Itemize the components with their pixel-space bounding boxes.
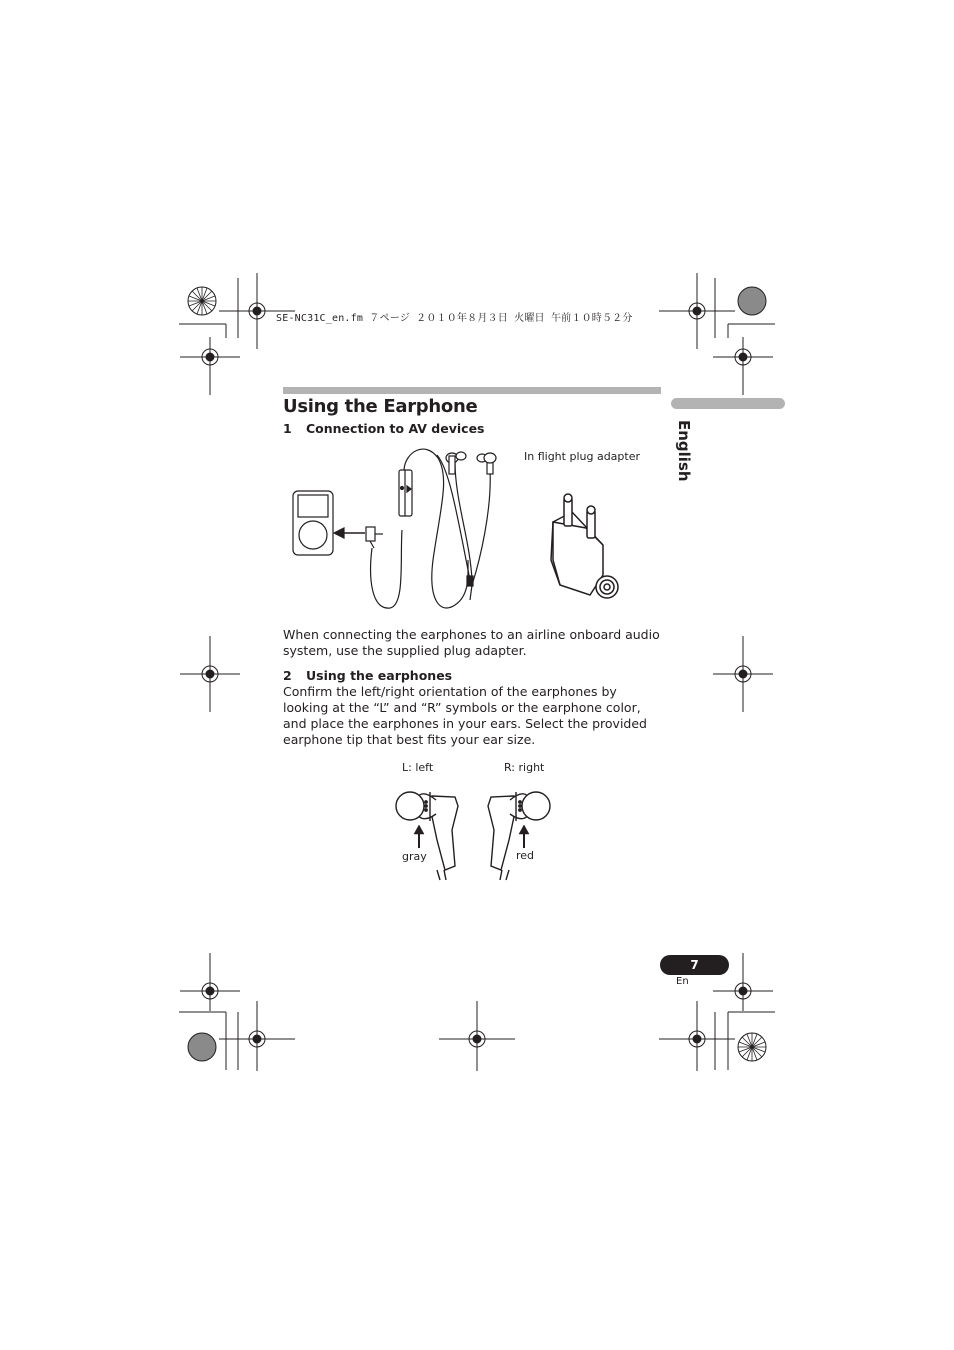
- file-header-line: SE-NC31C_en.fm ７ページ ２０１０年８月３日 火曜日 午前１０時５２分: [276, 313, 633, 324]
- step2-number: 2: [283, 668, 292, 683]
- step1-description: When connecting the earphones to an airline onboard audio system, use the supplied plug adapter.: [283, 627, 660, 658]
- step1-number: 1: [283, 421, 292, 436]
- language-tab-label: English: [675, 420, 693, 482]
- step2-label: Using the earphones: [306, 668, 453, 683]
- left-arrow-icon: [414, 825, 424, 848]
- left-earphone-icon: [396, 792, 458, 880]
- right-earphone-icon: [488, 792, 550, 880]
- step1-label: Connection to AV devices: [306, 421, 485, 436]
- page-title: Using the Earphone: [283, 396, 478, 417]
- step2-description: Confirm the left/right orientation of the earphones by looking at the “L” and “R” symbols or the earphone color, and place the earphones in your ears. Select the provided earphone tip that best fits your ear size.: [283, 684, 647, 747]
- adapter-caption: In flight plug adapter: [524, 450, 640, 463]
- page-language-code: En: [676, 976, 689, 987]
- page-number: 7: [660, 955, 729, 975]
- right-earphone-label: R: right: [504, 761, 545, 774]
- right-arrow-icon: [519, 825, 529, 848]
- left-earphone-label: L: left: [402, 761, 434, 774]
- right-color-label: red: [516, 849, 535, 862]
- left-color-label: gray: [402, 850, 427, 863]
